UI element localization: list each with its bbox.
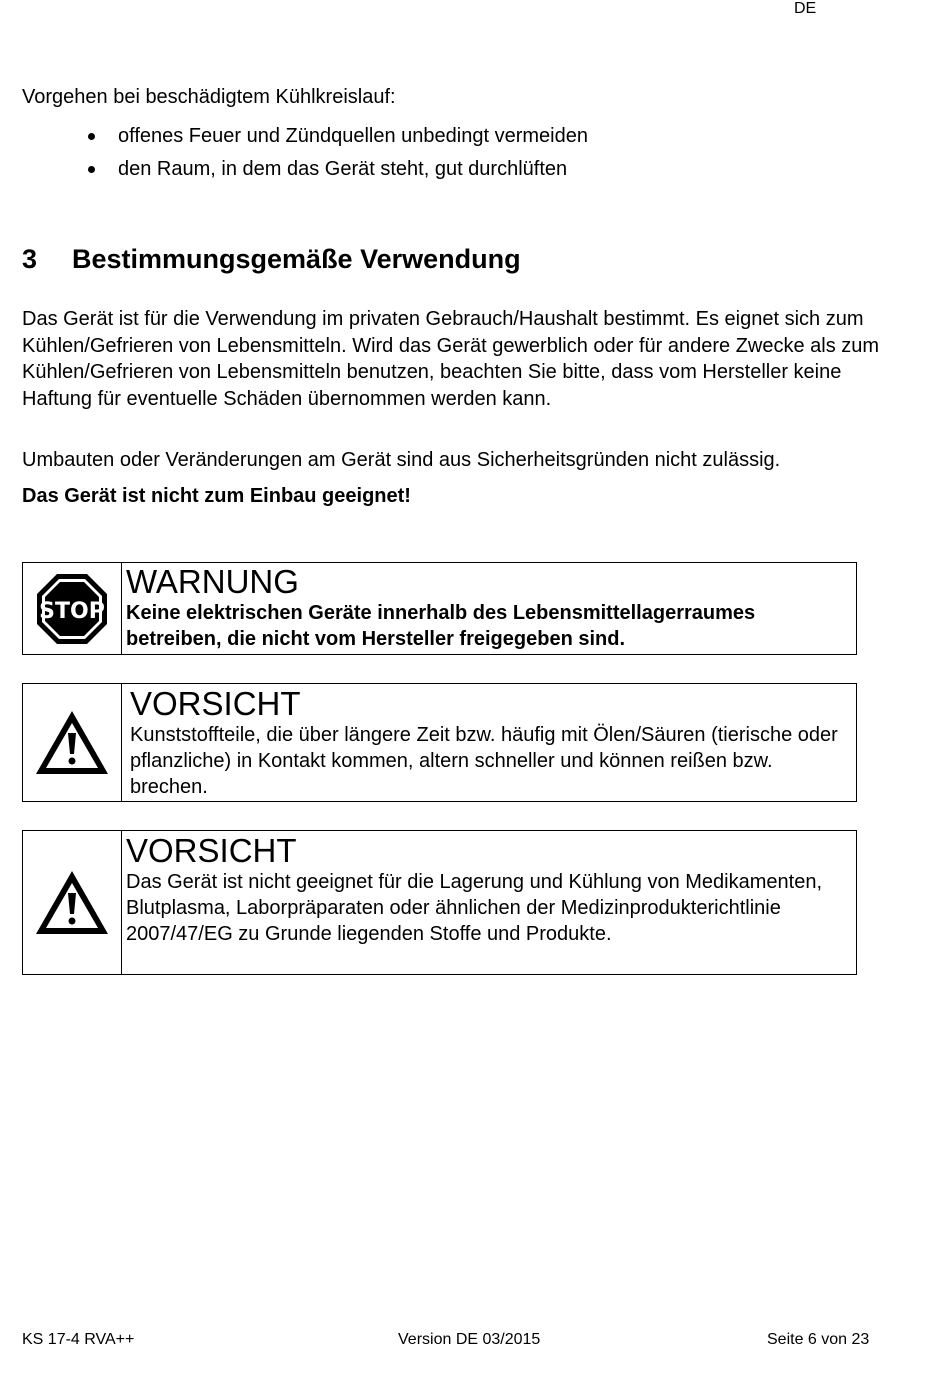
language-code: DE <box>794 0 817 17</box>
bullet-icon <box>88 133 95 140</box>
intro-title: Vorgehen bei beschädigtem Kühlkreislauf: <box>22 86 396 108</box>
paragraph-modifications: Umbauten oder Veränderungen am Gerät sind aus Sicherheitsgründen nicht zulässig. <box>22 449 781 471</box>
paragraph-no-built-in: Das Gerät ist nicht zum Einbau geeignet! <box>22 485 411 507</box>
section-heading <box>22 244 521 275</box>
list-item <box>22 155 588 188</box>
caution-notice-medical <box>22 830 857 975</box>
footer-version: Version DE 03/2015 <box>398 1331 541 1348</box>
notice-message: Keine elektrischen Geräte innerhalb des Lebensmittellagerraumes betreiben, die nicht vom Hersteller freigegeben sind. <box>126 602 756 650</box>
footer-page-number: Seite 6 von 23 <box>767 1331 870 1348</box>
stop-sign-icon <box>35 572 109 646</box>
notice-text-cell <box>122 831 856 974</box>
section-number: 3 <box>22 244 38 274</box>
section-title: Bestimmungsgemäße Verwendung <box>72 244 521 274</box>
bullet-text: den Raum, in dem das Gerät steht, gut durchlüften <box>118 158 568 180</box>
notice-message: Das Gerät ist nicht geeignet für die Lagerung und Kühlung von Medikamenten, Blutplasma, Laborpräparaten oder ähnlichen der Medizinprodukterichtlinie 2007/47/EG zu Grunde liegenden Stoffe und Produkte. <box>126 871 822 945</box>
icon-cell <box>23 684 122 801</box>
bullet-list <box>22 122 588 188</box>
list-item <box>22 122 588 155</box>
notice-label: VORSICHT <box>130 685 301 722</box>
stop-sign-label: STOP <box>39 598 105 624</box>
notice-label: VORSICHT <box>126 832 297 869</box>
bullet-text: offenes Feuer und Zündquellen unbedingt vermeiden <box>118 125 588 147</box>
notice-label: WARNUNG <box>126 563 299 600</box>
notice-text-cell <box>122 684 856 801</box>
icon-cell <box>23 563 122 654</box>
warning-notice <box>22 562 857 655</box>
footer-model: KS 17-4 RVA++ <box>22 1331 135 1348</box>
bullet-icon <box>88 166 95 173</box>
icon-cell <box>23 831 122 974</box>
notice-message: Kunststoffteile, die über längere Zeit bzw. häufig mit Ölen/Säuren (tierische oder pflanzliche) in Kontakt kommen, altern schneller und können reißen bzw. brechen. <box>130 724 838 798</box>
paragraph-intended-use: Das Gerät ist für die Verwendung im privaten Gebrauch/Haushalt bestimmt. Es eignet sich zum Kühlen/Gefrieren von Lebensmitteln. Wird das Gerät gewerblich oder für andere Zwecke als zum Kühlen/Gefrieren von Lebensmitteln benutzen, beachten Sie bitte, dass vom Hersteller keine Haftung für eventuelle Schäden übernommen werden kann. <box>22 308 880 410</box>
warning-triangle-icon <box>33 868 111 938</box>
caution-notice-plastics <box>22 683 857 802</box>
warning-triangle-icon <box>33 708 111 778</box>
notice-text-cell <box>122 563 856 654</box>
